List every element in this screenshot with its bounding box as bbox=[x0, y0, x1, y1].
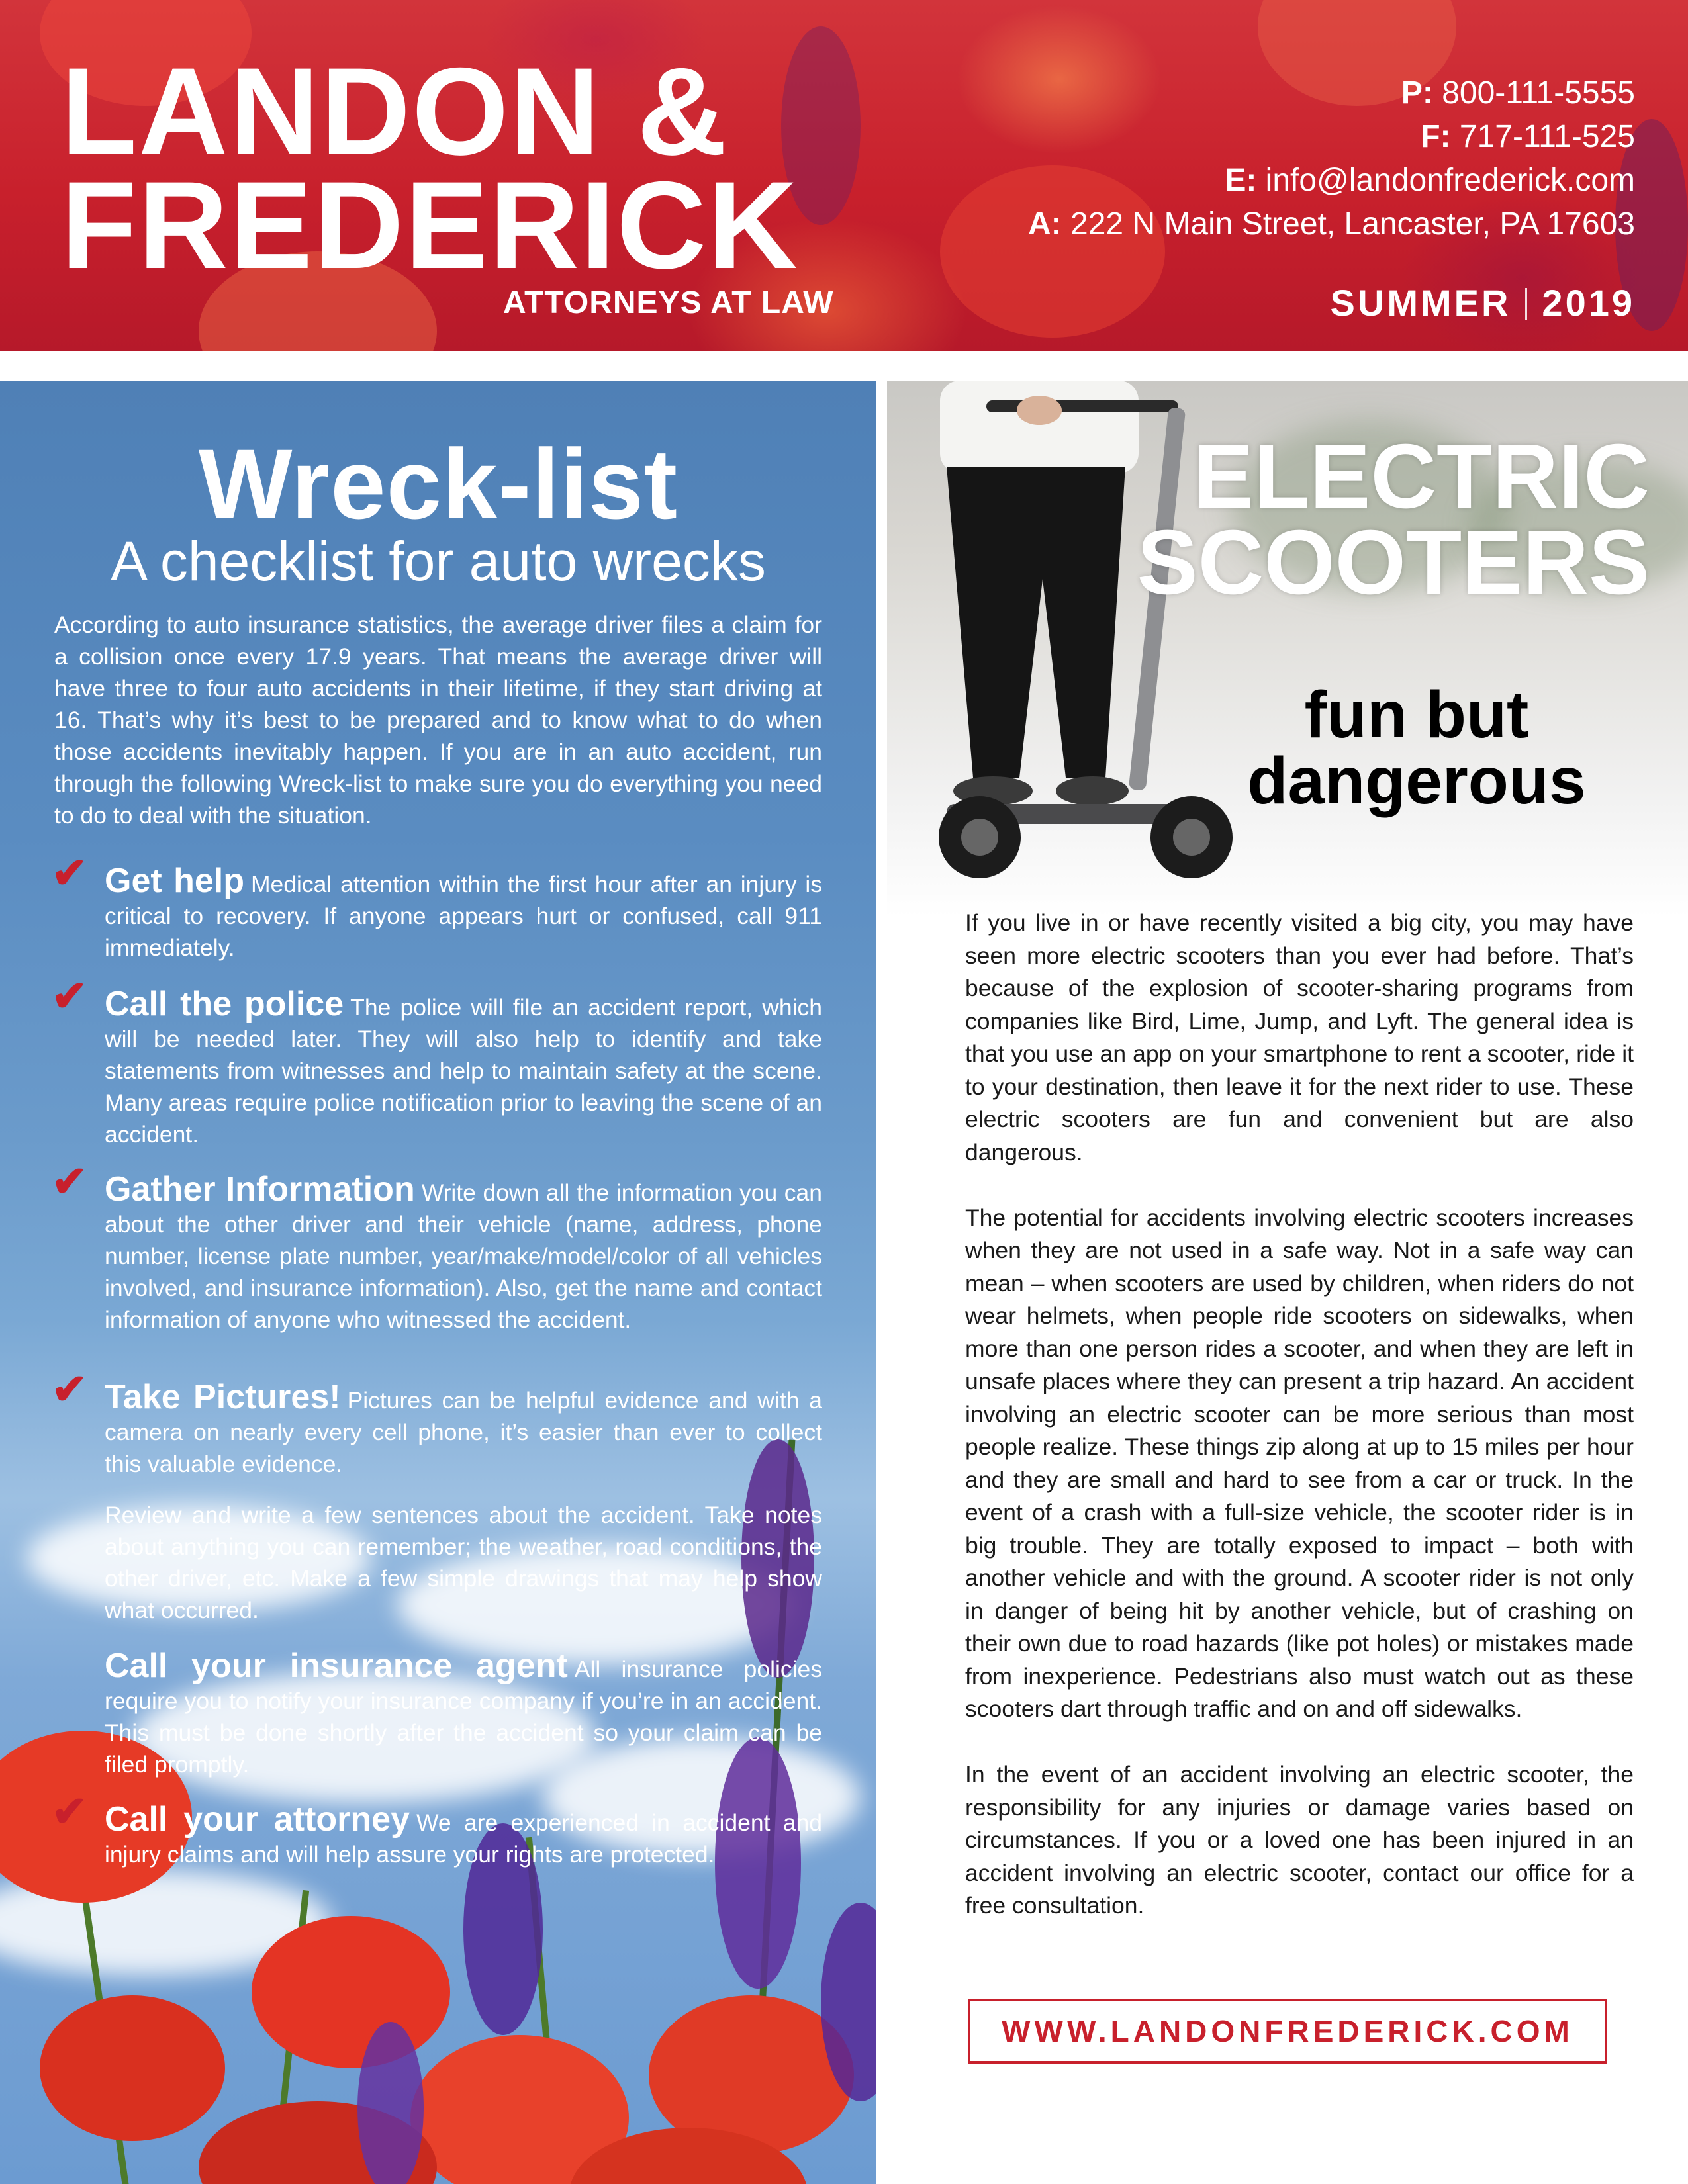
checklist-item bbox=[52, 972, 822, 1150]
handlebar bbox=[986, 400, 1178, 412]
phone-label: P: bbox=[1401, 75, 1433, 111]
checkmark-icon: ✔ bbox=[52, 1158, 87, 1205]
brand-tagline: ATTORNEYS AT LAW bbox=[503, 285, 834, 320]
article-paragraph: The potential for accidents involving electric scooters increases when they are not used in a safe way. Not in a safe way can mean – when scooters are used by children, when riders do not wear helmets, when people ride scooters on sidewalks, when more than one person rides a scooter, and when they are left in unsafe places where they can present a trip hazard. An accident involving an electric scooter can be more serious than most people realize. These things zip along at up to 15 miles per hour and they are small and hard to see from a car or truck. In the event of a crash with a full-size vehicle, the scooter rider is in big trouble. They are totally exposed to impact – both with another vehicle and with the ground. A scooter rider is not only in danger of being hit by another vehicle, but of crashing on their own due to road hazards (like pot holes) or mistakes made from inexperience. Pedestrians also must watch out as these scooters dart through traffic and on and off sidewalks. bbox=[965, 1204, 1634, 1722]
address-line bbox=[1028, 203, 1635, 246]
checklist-text: The police will file an accident report, which will be needed later. They will also help to identify and take statements from witnesses and help to maintain safety at the scene. Many areas require police notification prior to leaving the scene of an accident. bbox=[105, 994, 822, 1148]
fax-label: F: bbox=[1421, 119, 1451, 154]
checkmark-icon: ✔ bbox=[52, 1365, 87, 1413]
scooter-wheel bbox=[1173, 819, 1210, 856]
divider bbox=[1525, 288, 1527, 320]
rider-shirt bbox=[940, 381, 1139, 473]
checkmark-icon: ✔ bbox=[52, 972, 87, 1020]
rider-hand bbox=[1017, 396, 1062, 425]
checklist-item bbox=[52, 849, 823, 964]
wrecklist-title: Wreck-list bbox=[198, 428, 679, 539]
scooter-photo bbox=[887, 381, 1688, 917]
checklist-heading: Call your attorney bbox=[105, 1800, 410, 1839]
scooters-article bbox=[965, 907, 1634, 1955]
phone-line bbox=[1028, 71, 1635, 115]
poppy-flower bbox=[40, 1995, 225, 2141]
checklist-heading: Call the police bbox=[105, 985, 344, 1023]
poppy-flower bbox=[252, 1916, 450, 2068]
phone-number[interactable]: 800-111-5555 bbox=[1442, 75, 1635, 111]
article-paragraph: If you live in or have recently visited a big city, you may have seen more electric scooters than you ever had before. That’s because of the explosion of scooter-sharing programs from companies like Bird, Lime, Jump, and Lyft. The general idea is that you use an app on your smartphone to rent a scooter, ride it to your destination, then leave it for the next rider to use. These electric scooters are fun and convenient but are also dangerous. bbox=[965, 909, 1634, 1165]
issue-edition bbox=[1331, 281, 1635, 324]
rider-pants bbox=[947, 467, 1125, 778]
checklist-item bbox=[52, 1158, 822, 1336]
brand-name: LANDON & FREDERICK bbox=[61, 42, 799, 295]
checklist-text: Write down all the information you can about the other driver and their vehicle (name, address, phone number, license plate number, year/make/model/color of all vehicles involved, and insurance information). Also, get the name and contact information of anyone who witnessed the accident. bbox=[105, 1179, 822, 1333]
year: 2019 bbox=[1542, 282, 1635, 324]
season: SUMMER bbox=[1330, 282, 1511, 324]
checklist-text: All insurance policies require you to notify your insurance company if you’re in an accident. This must be done shortly after the accident so your claim can be filed promptly. bbox=[105, 1656, 822, 1778]
checklist-heading: Call your insurance agent bbox=[105, 1647, 568, 1685]
email-line bbox=[1028, 159, 1635, 203]
checklist-item bbox=[54, 1647, 822, 1780]
larkspur-flower bbox=[357, 2022, 424, 2184]
checklist-heading: Gather Information bbox=[105, 1170, 415, 1208]
website-link[interactable]: WWW.LANDONFREDERICK.COM bbox=[968, 1999, 1607, 2064]
wrecklist-intro: According to auto insurance statistics, the average driver files a claim for a collision once every 17.9 years. That means the average driver will have three to four auto accidents in their lifetime, if they start driving at 16. That’s why it’s best to be prepared and to know what to do when those accidents inevitably happen. If you are in an auto accident, run through the following Wreck-list to make sure you do everything you need to do to deal with the situation. bbox=[54, 612, 822, 829]
checklist-item bbox=[52, 1365, 822, 1480]
wrecklist-subtitle: A checklist for auto wrecks bbox=[111, 530, 766, 592]
email-address[interactable]: info@landonfrederick.com bbox=[1265, 163, 1635, 198]
checklist-heading: Get help bbox=[105, 862, 244, 900]
checklist-heading: Take Pictures! bbox=[105, 1378, 341, 1416]
masthead bbox=[0, 0, 1688, 351]
checklist-text: Pictures can be helpful evidence and with a camera on nearly every cell phone, it’s easier than ever to collect this valuable evidence. bbox=[105, 1387, 822, 1477]
checklist-item bbox=[52, 1788, 822, 1870]
scooters-subtitle: fun but dangerous bbox=[1247, 678, 1586, 818]
wrecklist-panel bbox=[0, 381, 876, 2184]
checkmark-icon: ✔ bbox=[52, 1788, 87, 1835]
checkmark-icon: ✔ bbox=[52, 849, 87, 897]
scooters-title: ELECTRIC SCOOTERS bbox=[1137, 426, 1650, 614]
address-label: A: bbox=[1028, 206, 1062, 242]
fax-number: 717-111-525 bbox=[1459, 119, 1635, 154]
rider-shoe bbox=[1056, 776, 1129, 805]
street-address: 222 N Main Street, Lancaster, PA 17603 bbox=[1070, 206, 1635, 242]
contact-block bbox=[1028, 71, 1635, 246]
checklist-text: We are experienced in accident and injury claims and will help assure your rights are protected. bbox=[105, 1809, 822, 1868]
checklist-note: Review and write a few sentences about the accident. Take notes about anything you can remember; the weather, road conditions, the other driver, etc. Make a few simple drawings that may help show what occurred. bbox=[105, 1502, 822, 1623]
article-paragraph: In the event of an accident involving an electric scooter, the responsibility for any injuries or damage varies based on circumstances. If you or a loved one has been injured in an accident involving an electric scooter, contact our office for a free consultation. bbox=[965, 1761, 1634, 1919]
checklist-text: Medical attention within the first hour after an injury is critical to recovery. If anyone appears hurt or confused, call 911 immediately. bbox=[105, 871, 823, 961]
fax-line bbox=[1028, 115, 1635, 159]
scooter-wheel bbox=[961, 819, 998, 856]
email-label: E: bbox=[1225, 163, 1257, 198]
